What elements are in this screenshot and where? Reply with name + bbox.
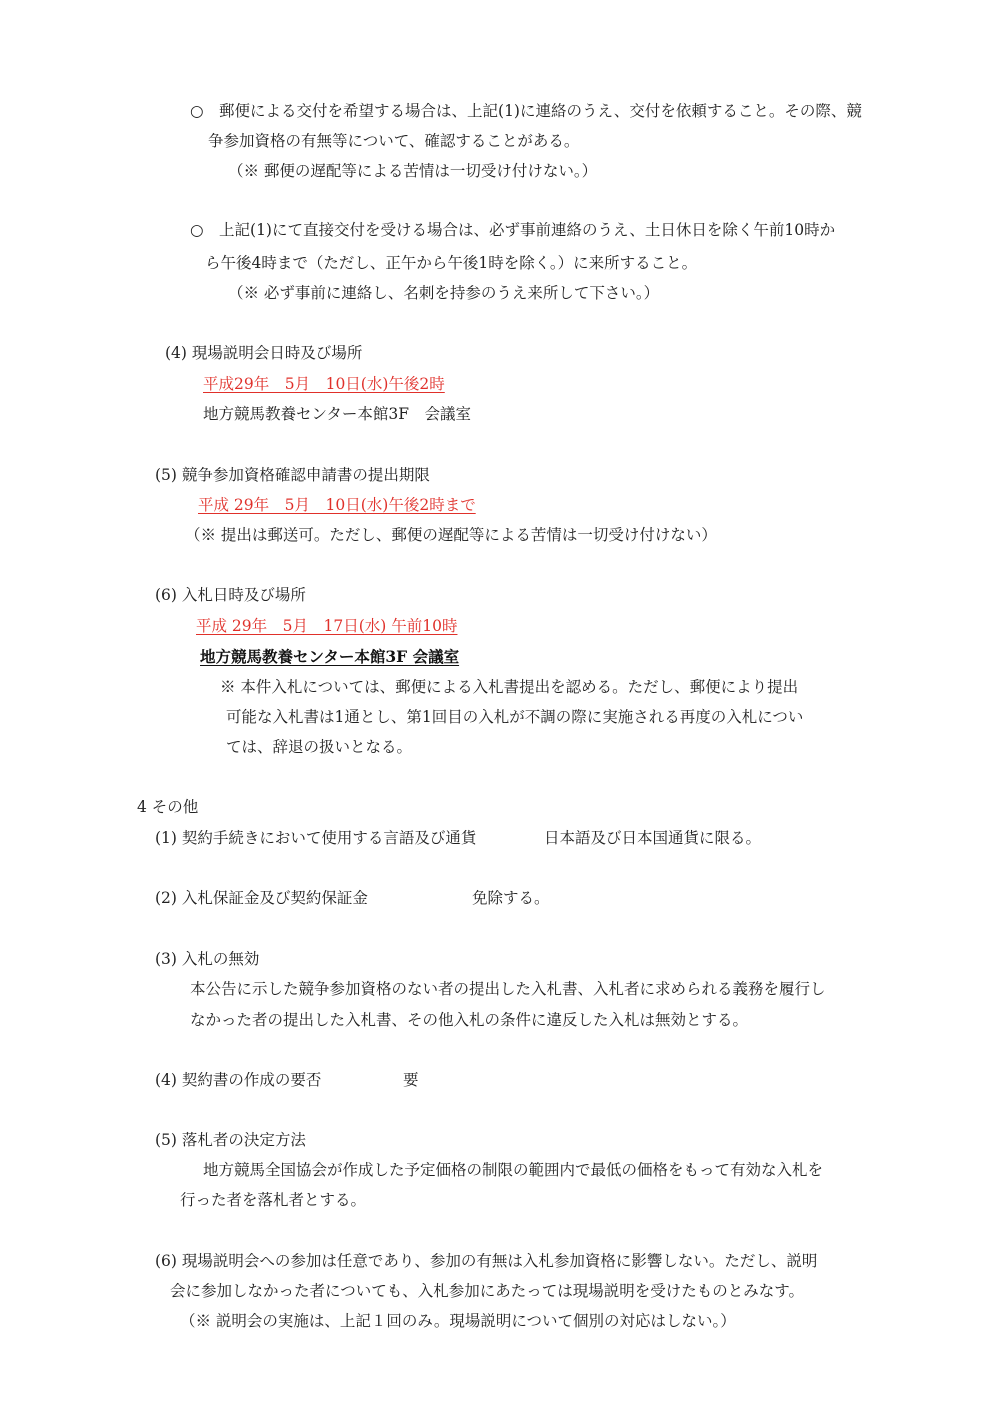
application-deadline-heading: (5) 競争参加資格確認申請書の提出期限 <box>155 466 430 484</box>
security-deposit-label: (2) 入札保証金及び契約保証金 <box>155 889 368 907</box>
briefing-participation-line-1: (6) 現場説明会への参加は任意であり、参加の有無は入札参加資格に影響しない。ただし、説明 <box>155 1252 818 1270</box>
postal-delivery-line-1: ○ 郵便による交付を希望する場合は、上記(1)に連絡のうえ、交付を依頼すること。その際、競 <box>190 102 862 120</box>
postal-delivery-line-2: 争参加資格の有無等について、確認することがある。 <box>208 132 580 150</box>
winner-decision-heading: (5) 落札者の決定方法 <box>155 1131 306 1149</box>
postal-delivery-note: （※ 郵便の遅配等による苦情は一切受け付けない。） <box>228 162 598 180</box>
bidding-note-line-1: ※ 本件入札については、郵便による入札書提出を認める。ただし、郵便により提出 <box>220 678 799 696</box>
site-briefing-place: 地方競馬教養センター本館3F 会議室 <box>203 405 471 423</box>
site-briefing-datetime: 平成29年 5月 10日(水)午後2時 <box>203 375 445 393</box>
direct-delivery-line-2: ら午後4時まで（ただし、正午から午後1時を除く。）に来所すること。 <box>205 254 698 272</box>
winner-decision-line-1: 地方競馬全国協会が作成した予定価格の制限の範囲内で最低の価格をもって有効な入札を <box>203 1161 824 1179</box>
bidding-note-line-2: 可能な入札書は1通とし、第1回目の入札が不調の際に実施される再度の入札につい <box>226 708 804 726</box>
winner-decision-line-2: 行った者を落札者とする。 <box>180 1191 367 1209</box>
bidding-datetime: 平成 29年 5月 17日(水) 午前10時 <box>196 617 458 635</box>
bidding-note-line-3: ては、辞退の扱いとなる。 <box>226 738 413 756</box>
bidding-place: 地方競馬教養センター本館3F 会議室 <box>200 647 460 666</box>
briefing-participation-line-2: 会に参加しなかった者についても、入札参加にあたっては現場説明を受けたものとみなす。 <box>170 1282 804 1300</box>
contract-document-label: (4) 契約書の作成の要否 <box>155 1071 322 1089</box>
application-deadline-note: （※ 提出は郵送可。ただし、郵便の遅配等による苦情は一切受け付けない） <box>185 526 717 544</box>
invalid-bid-heading: (3) 入札の無効 <box>155 950 260 968</box>
invalid-bid-line-2: なかった者の提出した入札書、その他入札の条件に違反した入札は無効とする。 <box>190 1011 749 1029</box>
other-section-heading: 4 その他 <box>137 798 199 816</box>
application-deadline-datetime: 平成 29年 5月 10日(水)午後2時まで <box>198 496 476 514</box>
direct-delivery-note: （※ 必ず事前に連絡し、名刺を持参のうえ来所して下さい。） <box>228 284 660 302</box>
language-currency-value: 日本語及び日本国通貨に限る。 <box>544 829 762 847</box>
direct-delivery-line-1: ○ 上記(1)にて直接交付を受ける場合は、必ず事前連絡のうえ、土日休日を除く午前10時か <box>190 221 836 239</box>
security-deposit-value: 免除する。 <box>472 889 550 907</box>
invalid-bid-line-1: 本公告に示した競争参加資格のない者の提出した入札書、入札者に求められる義務を履行し <box>190 980 826 998</box>
site-briefing-heading: (4) 現場説明会日時及び場所 <box>165 344 363 362</box>
briefing-participation-note: （※ 説明会の実施は、上記１回のみ。現場説明について個別の対応はしない。） <box>180 1312 736 1330</box>
contract-document-value: 要 <box>403 1071 419 1089</box>
bidding-heading: (6) 入札日時及び場所 <box>155 586 306 604</box>
language-currency-label: (1) 契約手続きにおいて使用する言語及び通貨 <box>155 829 477 847</box>
